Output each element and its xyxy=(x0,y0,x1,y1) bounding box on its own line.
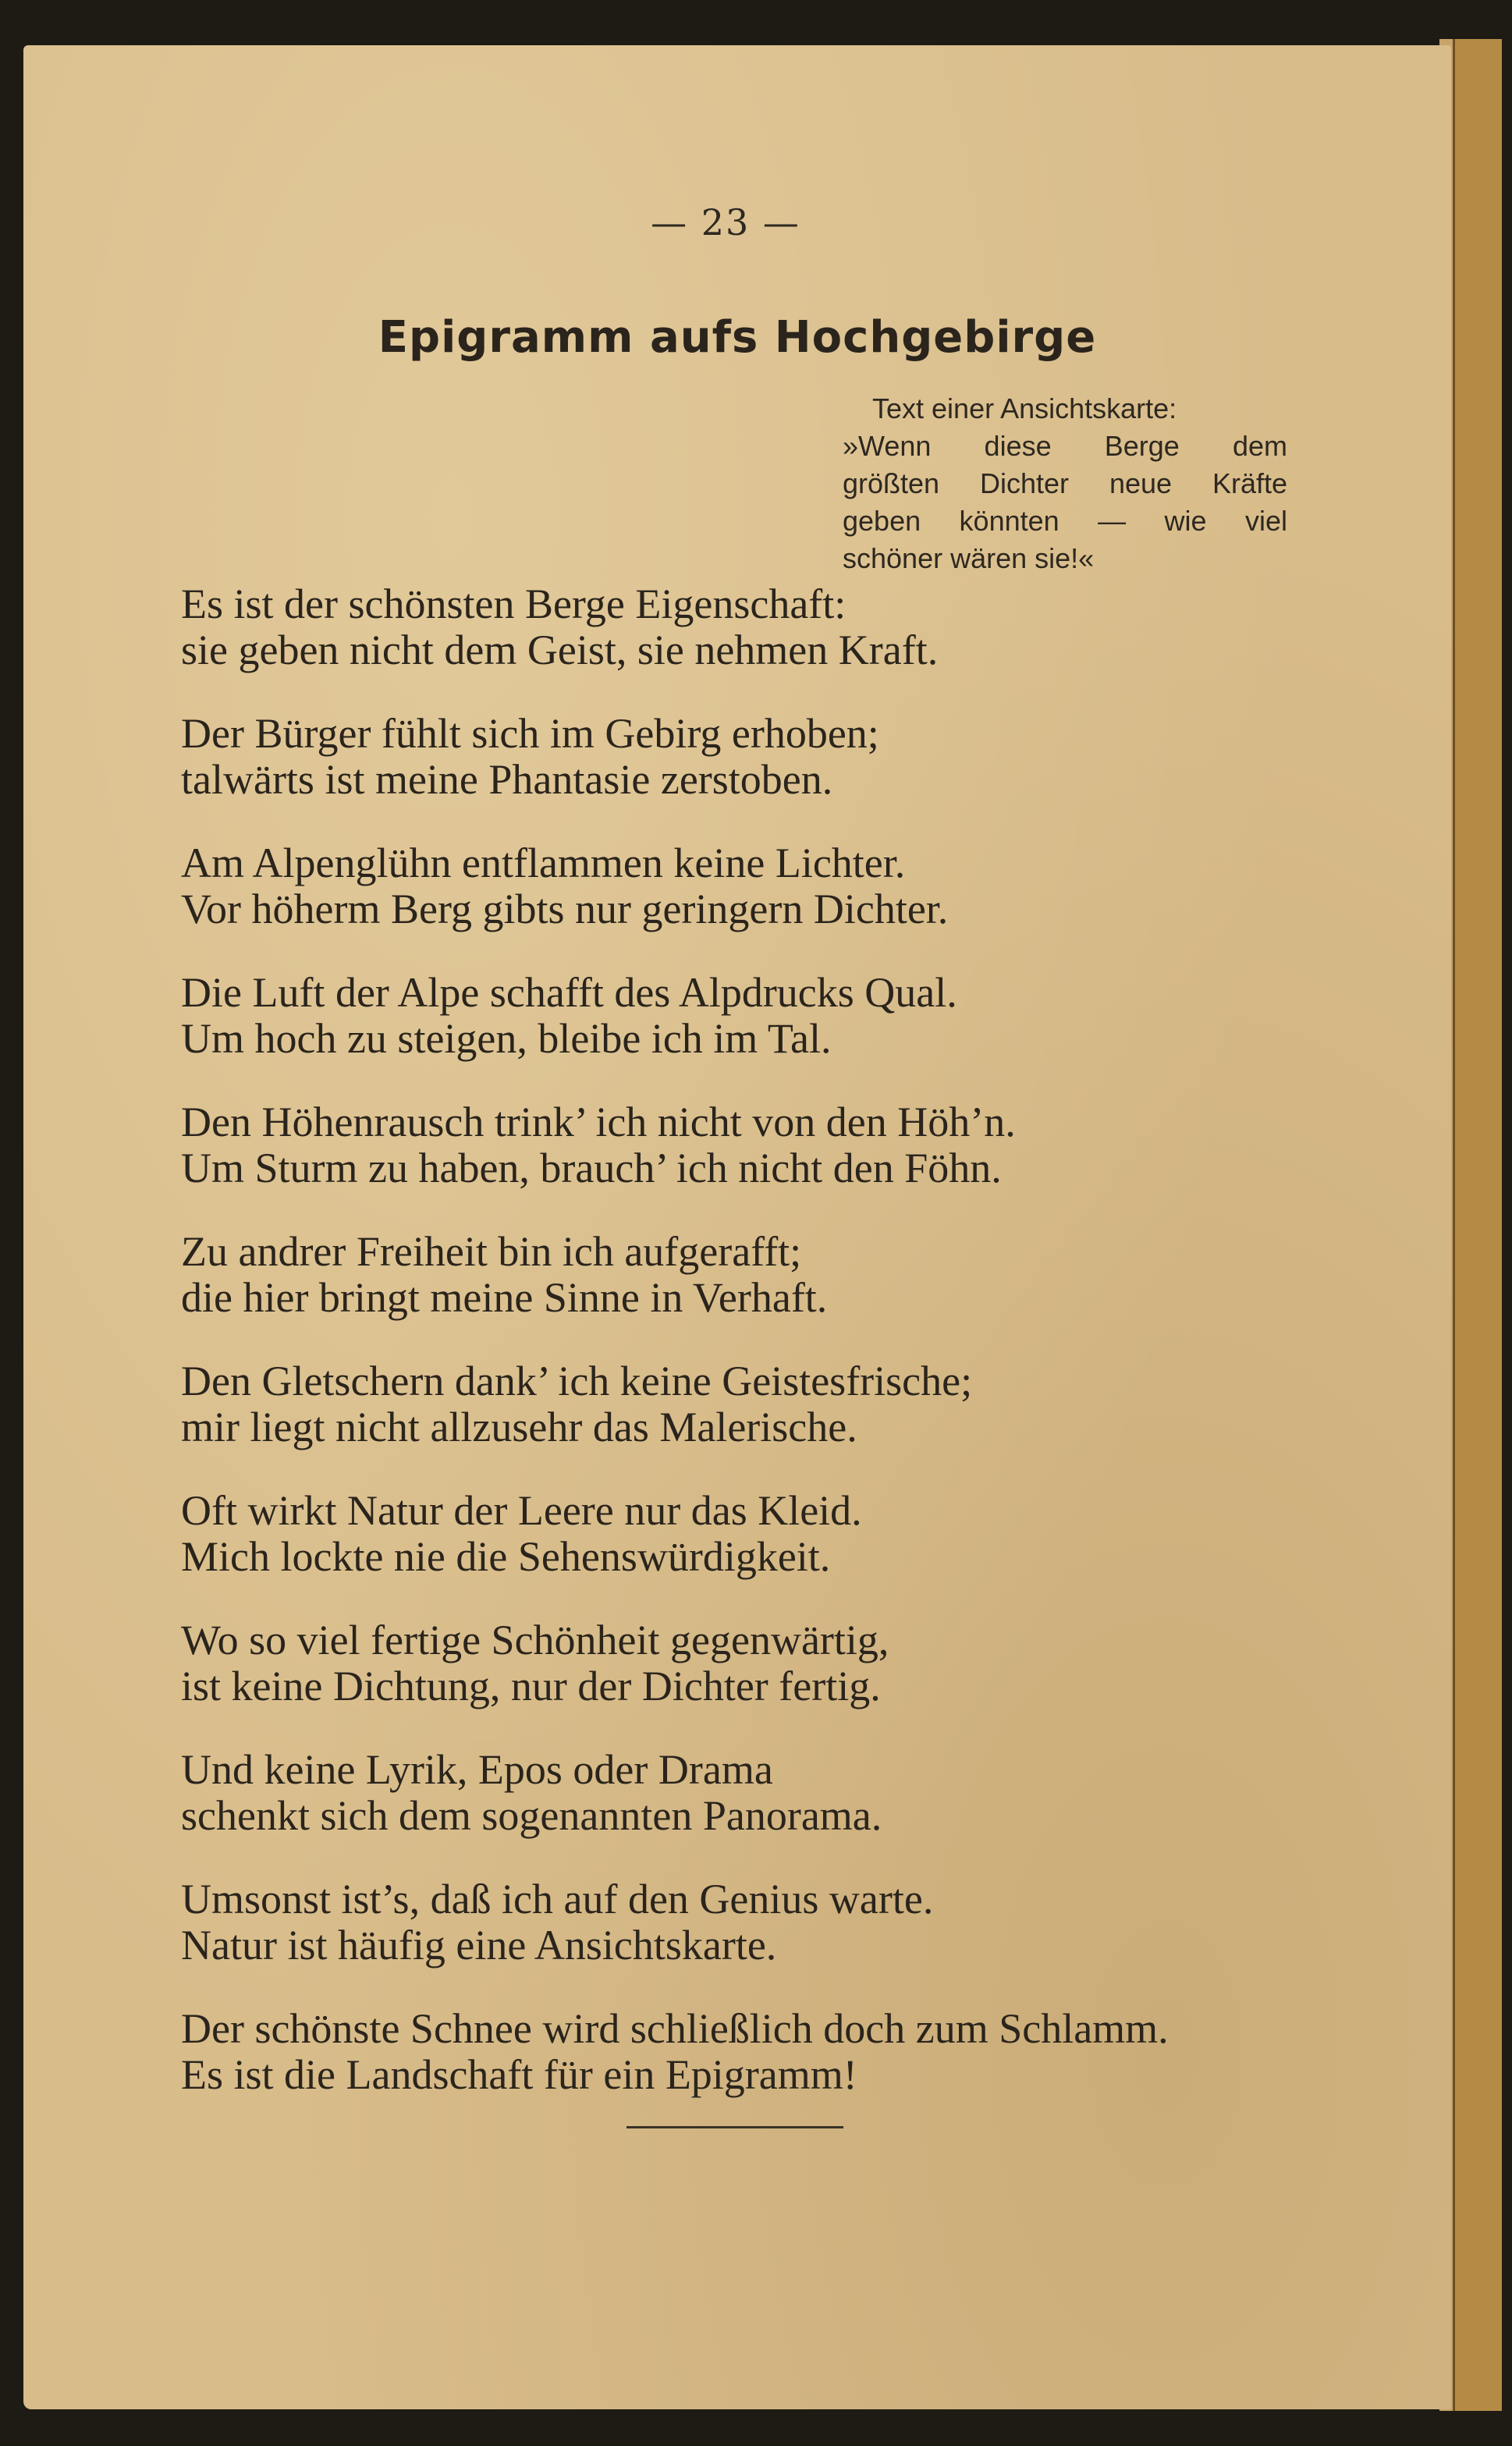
verse-line: Um hoch zu steigen, bleibe ich im Tal. xyxy=(181,1015,832,1062)
poem-body xyxy=(181,581,1398,2135)
verse-line: Es ist der schönsten Berge Eigenschaft: xyxy=(181,580,847,627)
verse-line: ist keine Dichtung, nur der Dichter fertig. xyxy=(181,1663,881,1709)
motto-epigraph xyxy=(843,390,1287,577)
page-number: — 23 — xyxy=(651,201,800,243)
stanza xyxy=(181,1488,1398,1580)
poem-title: Epigramm aufs Hochgebirge xyxy=(378,312,1097,363)
stanza xyxy=(181,1617,1398,1709)
verse-line: Der schönste Schnee wird schließlich doch zum Schlamm. xyxy=(181,2005,1169,2052)
stanza xyxy=(181,1229,1398,1321)
verse-line: Und keine Lyrik, Epos oder Drama xyxy=(181,1746,773,1793)
next-page-edge xyxy=(1453,39,1502,2411)
verse-line: Umsonst ist’s, daß ich auf den Genius warte. xyxy=(181,1876,934,1922)
motto-line: größten Dichter neue Kräfte xyxy=(843,467,1287,499)
stanza xyxy=(181,1099,1398,1191)
stanza xyxy=(181,711,1398,803)
closing-rule xyxy=(626,2126,843,2128)
verse-line: Wo so viel fertige Schönheit gegenwärtig, xyxy=(181,1617,889,1663)
stanza xyxy=(181,2006,1398,2098)
verse-line: Den Gletschern dank’ ich keine Geistesfrische; xyxy=(181,1358,973,1404)
verse-line: Die Luft der Alpe schafft des Alpdrucks Qual. xyxy=(181,969,957,1016)
verse-line: Der Bürger fühlt sich im Gebirg erhoben; xyxy=(181,710,879,757)
verse-line: talwärts ist meine Phantasie zerstoben. xyxy=(181,756,833,803)
verse-line: Zu andrer Freiheit bin ich aufgerafft; xyxy=(181,1228,802,1275)
stanza xyxy=(181,1358,1398,1450)
verse-line: Es ist die Landschaft für ein Epigramm! xyxy=(181,2051,857,2098)
verse-line: mir liegt nicht allzusehr das Malerische. xyxy=(181,1404,857,1450)
verse-line: Den Höhenrausch trink’ ich nicht von den Höh’n. xyxy=(181,1099,1016,1145)
stanza xyxy=(181,970,1398,1062)
stanza xyxy=(181,1876,1398,1969)
verse-line: Natur ist häufig eine Ansichtskarte. xyxy=(181,1922,777,1969)
verse-line: Um Sturm zu haben, brauch’ ich nicht den Föhn. xyxy=(181,1145,1002,1191)
verse-line: sie geben nicht dem Geist, sie nehmen Kraft. xyxy=(181,627,939,673)
stanza xyxy=(181,840,1398,932)
motto-line: Text einer Ansichtskarte: xyxy=(872,392,1177,424)
verse-line: die hier bringt meine Sinne in Verhaft. xyxy=(181,1274,828,1321)
motto-line: »Wenn diese Berge dem xyxy=(843,430,1287,462)
verse-line: Vor höherm Berg gibts nur geringern Dichter. xyxy=(181,886,949,932)
verse-line: Mich lockte nie die Sehenswürdigkeit. xyxy=(181,1533,831,1580)
stanza xyxy=(181,1747,1398,1839)
verse-line: schenkt sich dem sogenannten Panorama. xyxy=(181,1792,882,1839)
stanza xyxy=(181,581,1398,673)
motto-line: geben könnten — wie viel xyxy=(843,505,1287,537)
motto-line: schöner wären sie!« xyxy=(843,542,1095,574)
verse-line: Oft wirkt Natur der Leere nur das Kleid. xyxy=(181,1487,862,1534)
verse-line: Am Alpenglühn entflammen keine Lichter. xyxy=(181,840,906,886)
